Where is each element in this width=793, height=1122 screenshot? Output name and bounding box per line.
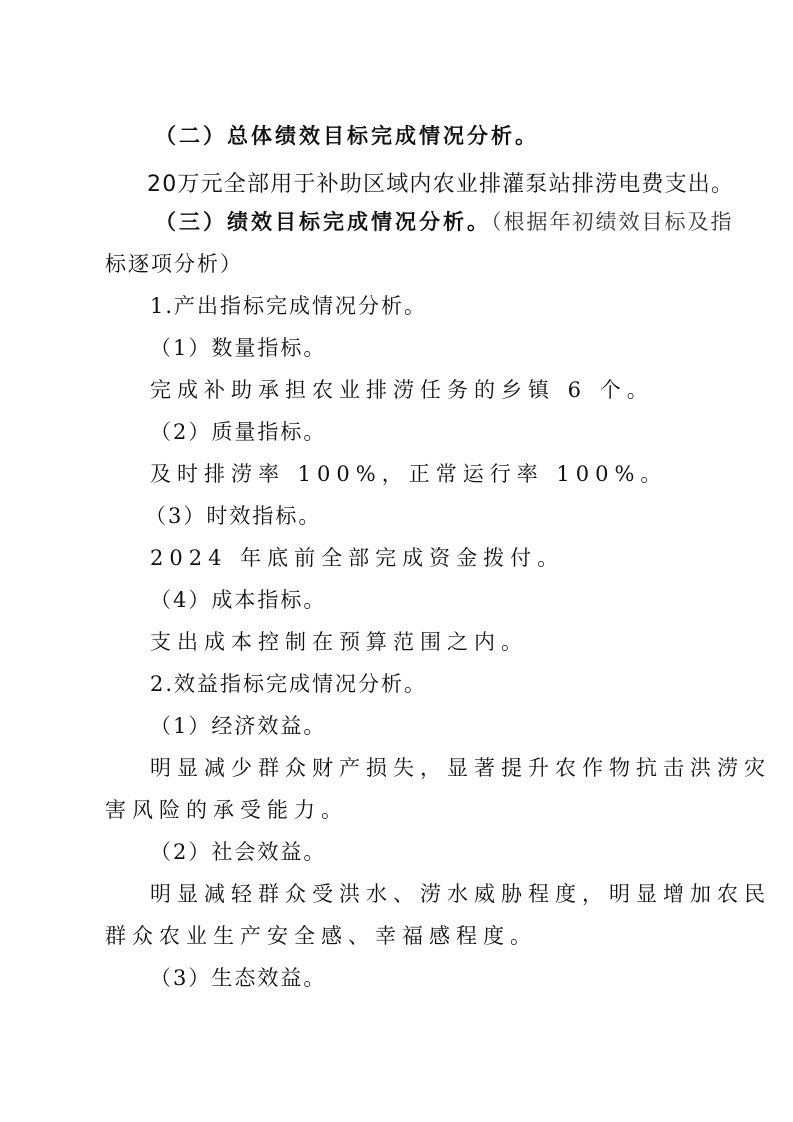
quality-indicator-text: 及时排涝率 100%，正常运行率 100%。 [150,462,668,486]
summary-text: 20万元全部用于补助区域内农业排灌泵站排涝电费支出。 [147,172,735,197]
benefit-indicators-heading-text: 2.效益指标完成情况分析。 [150,672,428,696]
timeliness-indicator-heading-text: （3）时效指标。 [145,504,322,528]
quality-indicator-paragraph [150,460,667,488]
social-benefit-text-continued: 群众农业生产安全感、幸福感程度。 [105,924,537,948]
social-benefit-heading-text: （2）社会效益。 [150,840,327,864]
cost-indicator-paragraph [150,628,528,656]
timeliness-indicator-text: 2024 年底前全部完成资金拨付。 [150,546,565,570]
quantity-indicator-text: 完成补助承担农业排涝任务的乡镇 6 个。 [150,378,654,402]
quantity-indicator-heading-text: （1）数量指标。 [150,336,327,360]
output-indicators-heading-text: 1.产出指标完成情况分析。 [150,294,428,318]
social-benefit-paragraph-continued [105,922,537,950]
ecological-benefit-heading [150,964,326,992]
quantity-indicator-paragraph [150,376,654,404]
social-benefit-paragraph [150,880,771,908]
ecological-benefit-heading-text: （3）生态效益。 [150,966,327,990]
section-heading-targets-text: （三）绩效目标完成情况分析。 [155,210,491,234]
summary-paragraph [147,171,734,199]
quality-indicator-heading-text: （2）质量指标。 [150,420,327,444]
section-heading-targets-note-continued [105,250,243,278]
economic-benefit-text-continued: 害风险的承受能力。 [105,798,348,822]
social-benefit-text: 明显减轻群众受洪水、涝水威胁程度，明显增加农民 [150,882,771,906]
cost-indicator-text: 支出成本控制在预算范围之内。 [150,630,528,654]
cost-indicator-heading [150,586,326,614]
quality-indicator-heading [150,418,326,446]
economic-benefit-heading [150,712,326,740]
benefit-indicators-heading [150,670,427,698]
timeliness-indicator-heading [145,502,321,530]
section-heading-overall-text: （二）总体绩效目标完成情况分析。 [155,124,539,148]
cost-indicator-heading-text: （4）成本指标。 [150,588,327,612]
social-benefit-heading [150,838,326,866]
section-heading-targets [155,208,734,236]
section-heading-overall [155,122,539,150]
output-indicators-heading [150,292,427,320]
economic-benefit-paragraph-continued [105,796,348,824]
timeliness-indicator-paragraph [150,544,564,572]
section-heading-targets-note-continued-text: 标逐项分析） [105,252,243,276]
economic-benefit-paragraph [150,754,771,782]
quantity-indicator-heading [150,334,326,362]
economic-benefit-text: 明显减少群众财产损失，显著提升农作物抗击洪涝灾 [150,756,771,780]
section-heading-targets-note: （根据年初绩效目标及指 [491,210,734,234]
economic-benefit-heading-text: （1）经济效益。 [150,714,327,738]
